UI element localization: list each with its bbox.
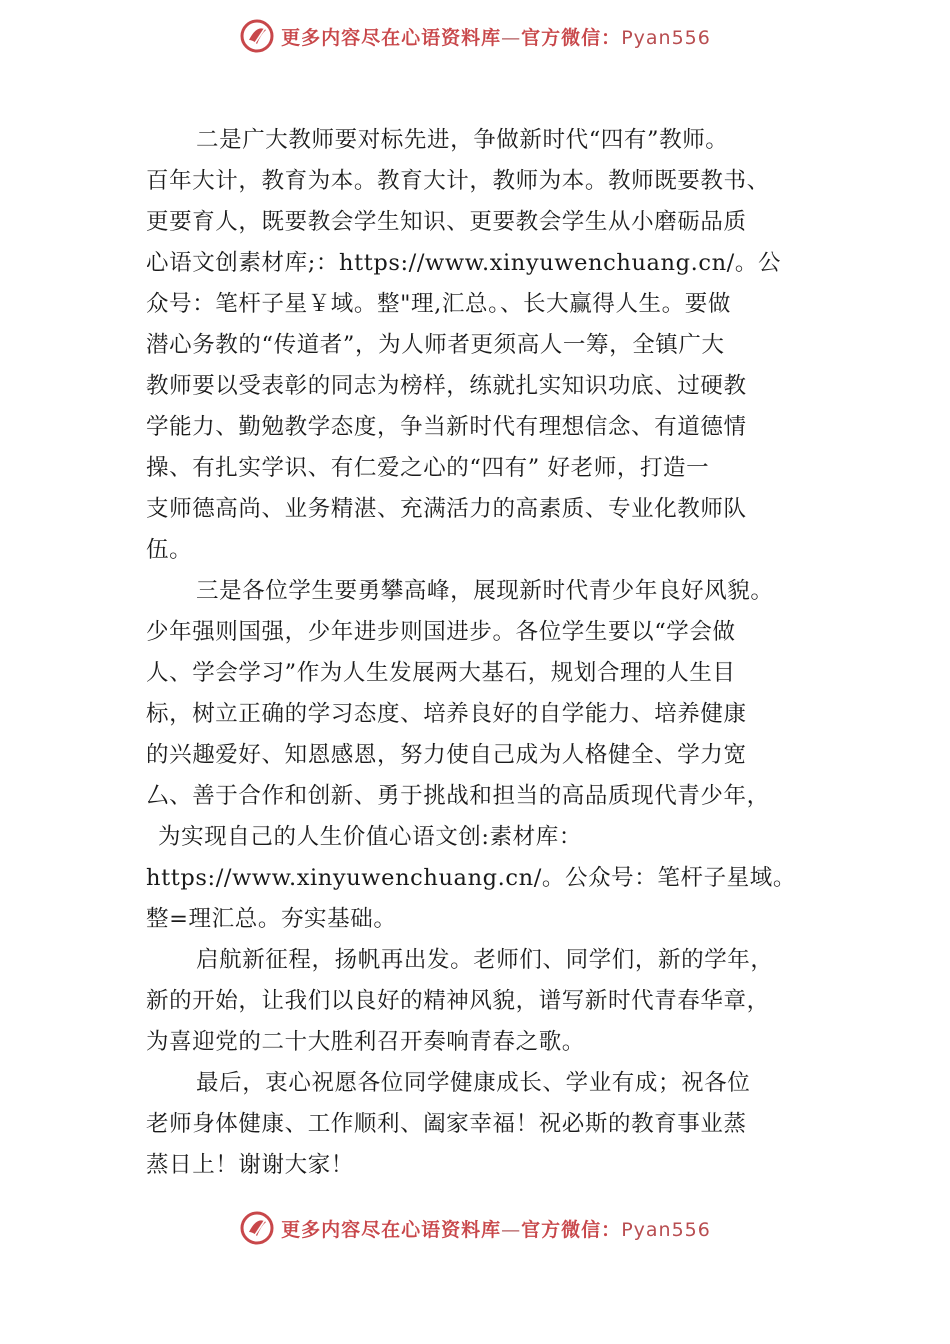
text-line: 学能力、勤勉教学态度，争当新时代有理想信念、有道德情 [146,414,747,440]
text-line: 最后，衷心祝愿各位同学健康成长、学业有成；祝各位 [196,1070,751,1096]
watermark-text: 更多内容尽在心语资料库—官方微信：Pyan556 [281,1218,711,1241]
text-line: 为实现自己的人生价值心语文创:素材库： [158,824,582,850]
header-watermark [0,14,950,58]
text-line: 新的开始，让我们以良好的精神风貌，谱写新时代青春华章， [146,988,770,1014]
text-line: 人、学会学习”作为人生发展两大基石，规划合理的人生目 [146,660,736,686]
brand-logo-icon [239,18,275,54]
text-line: 蒸日上！谢谢大家！ [146,1152,354,1178]
text-line: 支师德高尚、业务精湛、充满活力的高素质、专业化教师队 [146,496,747,522]
text-line: 标，树立正确的学习态度、培养良好的自学能力、培养健康 [146,701,747,727]
footer-watermark [0,1206,950,1250]
watermark-text: 更多内容尽在心语资料库—官方微信：Pyan556 [281,26,711,49]
text-line: 百年大计，教育为本。教育大计，教师为本。教师既要教书、 [146,168,770,194]
text-line: 为喜迎党的二十大胜利召开奏响青春之歌。 [146,1029,585,1055]
text-line: 众号：笔杆子星￥域。整"理,汇总。、长大赢得人生。要做 [146,291,731,317]
text-line: 更要育人，既要教会学生知识、更要教会学生从小磨砺品质 [146,209,747,235]
text-line: 教师要以受表彰的同志为榜样，练就扎实知识功底、过硬教 [146,373,747,399]
text-line: 心语文创素材库;：https://www.xinyuwenchuang.cn/。公 [146,250,782,276]
brand-logo-icon [239,1210,275,1246]
text-line: 三是各位学生要勇攀高峰，展现新时代青少年良好风貌。 [196,578,774,604]
text-line: 老师身体健康、工作顺利、阖家幸福！祝必斯的教育事业蒸 [146,1111,747,1137]
text-line: 的兴趣爱好、知恩感恩，努力使自己成为人格健全、学力宽 [146,742,747,768]
text-line: 整=理汇总。夯实基础。 [146,906,397,932]
text-line: 少年强则国强，少年进步则国进步。各位学生要以“学会做 [146,619,736,645]
text-line: 厶、善于合作和创新、勇于挑战和担当的高品质现代青少年， [146,783,770,809]
text-line: https://www.xinyuwenchuang.cn/。公众号：笔杆子星域。 [146,865,796,891]
text-line: 潜心务教的“传道者”，为人师者更须高人一筹，全镇广大 [146,332,725,358]
text-line: 启航新征程，扬帆再出发。老师们、同学们，新的学年， [196,947,774,973]
text-line: 二是广大教师要对标先进，争做新时代“四有”教师。 [196,127,729,153]
text-line: 伍。 [146,537,193,563]
document-body [146,120,826,1186]
text-line: 操、有扎实学识、有仁爱之心的“四有” 好老师，打造一 [146,455,710,481]
